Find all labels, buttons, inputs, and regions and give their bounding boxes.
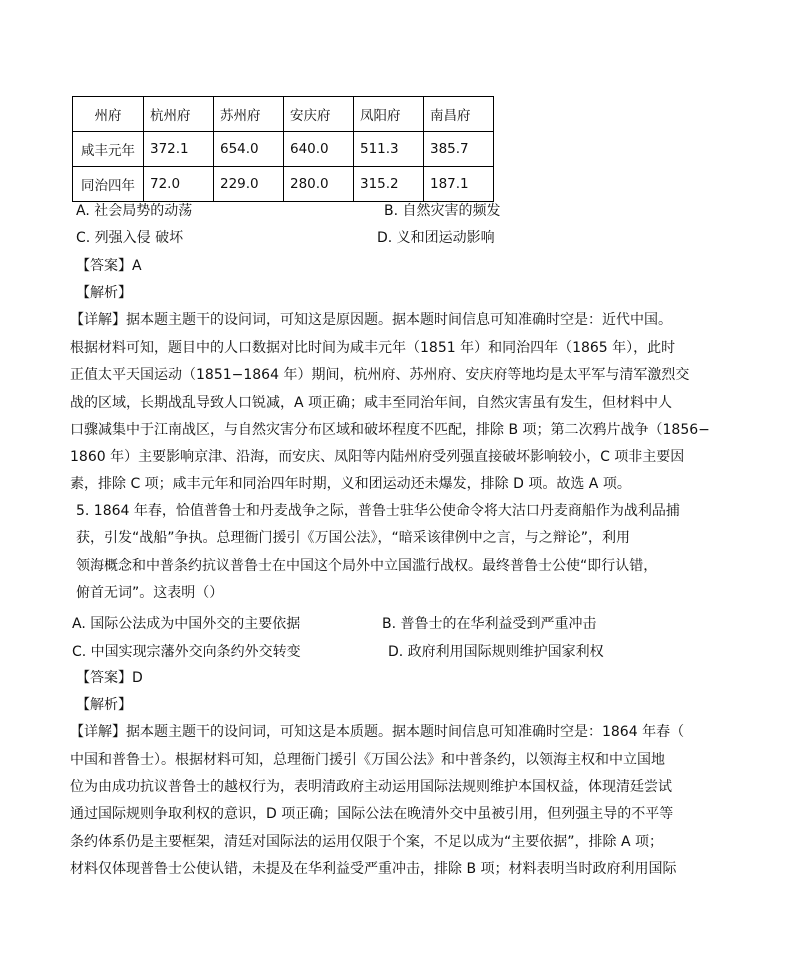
population-table [72,96,494,202]
table-cell: 280.0 [284,167,354,202]
table-cell: 同治四年 [73,167,144,202]
q4-detail-line: 1860 年）主要影响京津、沿海，而安庆、凤阳等内陆州府受列强直接破坏影响较小，C 项非主要因 [70,449,685,465]
q5-detail-line: 中国和普鲁士）。根据材料可知，总理衙门援引《万国公法》和中普条约，以领海主权和中立国地 [70,752,665,768]
q4-option-d: D. 义和团运动影响 [377,230,495,246]
q4-answer: 【答案】A [76,258,142,274]
table-cell: 315.2 [354,167,424,202]
q5-answer: 【答案】D [76,670,143,686]
q5-detail-line: 通过国际规则争取利权的意识，D 项正确；国际公法在晚清外交中虽被引用，但列强主导的不平等 [70,806,674,822]
q4-option-c: C. 列强入侵 破坏 [76,230,184,246]
table-cell: 372.1 [144,132,214,167]
table-header-cell: 杭州府 [144,97,214,132]
q4-option-b: B. 自然灾害的频发 [384,203,501,219]
table-cell: 咸丰元年 [73,132,144,167]
table-cell: 385.7 [424,132,494,167]
q5-stem-line: 5. 1864 年春，恰值普鲁士和丹麦战争之际，普鲁士驻华公使命令将大沽口丹麦商船作为战利品捕 [76,503,680,519]
table-cell: 187.1 [424,167,494,202]
table-cell: 229.0 [214,167,284,202]
q5-detail-line: 【详解】据本题主题干的设问词，可知这是本质题。据本题时间信息可知准确时空是：1864 年春（ [70,724,685,740]
table-row [73,167,494,202]
table-cell: 72.0 [144,167,214,202]
q4-detail-line: 素，排除 C 项；咸丰元年和同治四年时期，义和团运动还未爆发，排除 D 项。故选 A 项。 [70,476,631,492]
q5-detail-line: 材料仅体现普鲁士公使认错，未提及在华利益受严重冲击，排除 B 项；材料表明当时政府利用国际 [70,861,677,877]
q5-detail-line: 位为由成功抗议普鲁士的越权行为，表明清政府主动运用国际法规则维护本国权益，体现清廷尝试 [70,779,672,795]
table-header-cell: 苏州府 [214,97,284,132]
q4-detail-line: 正值太平天国运动（1851−1864 年）期间，杭州府、苏州府、安庆府等地均是太平军与清军激烈交 [70,367,690,383]
q5-stem-line: 领海概念和中普条约抗议普鲁士在中国这个局外中立国滥行战权。最终普鲁士公使“即行认错， [76,558,658,574]
table-header-row [73,97,494,132]
q4-detail-line: 口骤减集中于江南战区，与自然灾害分布区域和破坏程度不匹配，排除 B 项；第二次鸦片战争（1856− [70,422,710,438]
table-header-cell: 安庆府 [284,97,354,132]
table-cell: 511.3 [354,132,424,167]
q5-analysis-label: 【解析】 [76,697,132,713]
table-cell: 640.0 [284,132,354,167]
table-cell: 654.0 [214,132,284,167]
q4-analysis-label: 【解析】 [76,285,132,301]
q5-stem-line: 获，引发“战船”争执。总理衙门援引《万国公法》，“暗采该律例中之言，与之辩论”，利用 [76,530,631,546]
q4-detail-line: 【详解】据本题主题干的设问词，可知这是原因题。据本题时间信息可知准确时空是：近代中国。 [70,312,672,328]
q5-option-a: A. 国际公法成为中国外交的主要依据 [72,616,301,632]
q5-option-d: D. 政府利用国际规则维护国家利权 [388,644,604,660]
table-row [73,132,494,167]
q4-option-a: A. 社会局势的动荡 [76,203,193,219]
table-header-cell: 凤阳府 [354,97,424,132]
q4-detail-line: 战的区域，长期战乱导致人口锐减，A 项正确；咸丰至同治年间，自然灾害虽有发生，但材料中人 [70,395,673,411]
q5-option-c: C. 中国实现宗藩外交向条约外交转变 [72,644,301,660]
table-header-cell: 南昌府 [424,97,494,132]
q4-detail-line: 根据材料可知，题目中的人口数据对比时间为咸丰元年（1851 年）和同治四年（1865 年），此时 [70,340,676,356]
table-header-cell: 州府 [73,97,144,132]
q5-detail-line: 条约体系仍是主要框架，清廷对国际法的运用仅限于个案，不足以成为“主要依据”，排除 A 项； [70,834,663,850]
q5-stem-line: 俯首无词”。这表明（） [76,585,224,601]
q5-option-b: B. 普鲁士的在华利益受到严重冲击 [382,616,597,632]
